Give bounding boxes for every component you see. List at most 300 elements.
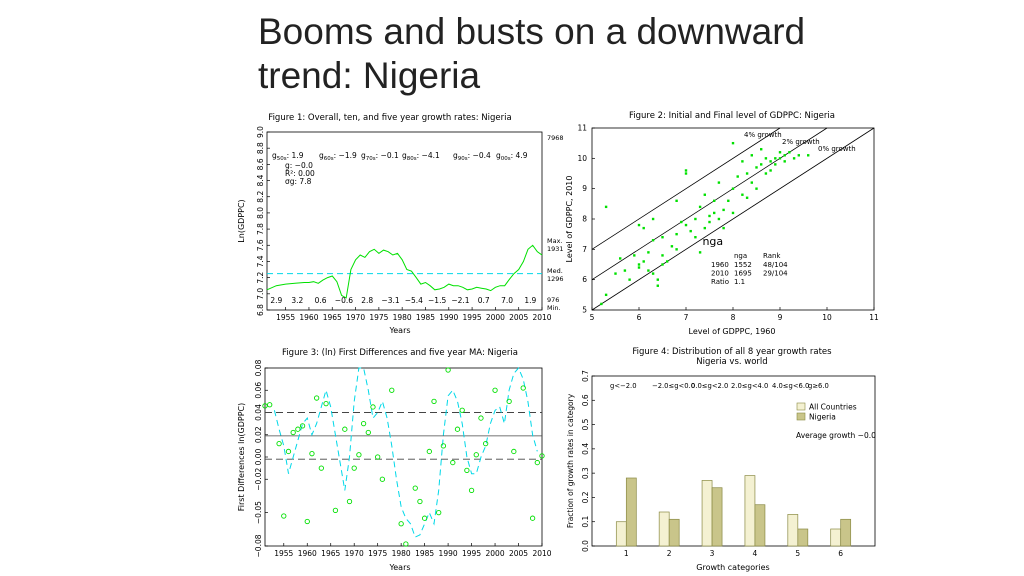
fig3-data-point <box>357 453 361 457</box>
fig4-x-tick-label: 3 <box>709 549 715 558</box>
fig2-country-point <box>657 285 659 287</box>
fig1-decade-rate-symbol: g <box>496 151 501 160</box>
fig4-x-tick-label: 6 <box>838 549 844 558</box>
fig3-data-point <box>300 424 304 428</box>
fig4-y-tick-label: 0.6 <box>581 394 590 407</box>
fig3-x-tick-label: 1980 <box>391 549 411 558</box>
fig4-category-label: g<−2.0 <box>610 382 637 390</box>
fig1-y-tick-label: 7.6 <box>256 239 265 252</box>
fig1-decade-rate-symbol: g <box>361 151 366 160</box>
fig2-country-point <box>746 172 748 174</box>
fig2-country-point <box>694 218 696 220</box>
fig2-growth-line-label: 0% growth <box>818 145 856 153</box>
fig2-country-point <box>605 294 607 296</box>
fig2-country-point <box>765 157 767 159</box>
fig2-country-point <box>727 200 729 202</box>
fig3-data-point <box>483 441 487 445</box>
fig1-decade-rate-value: : 1.9 <box>286 151 304 160</box>
fig4-legend <box>797 403 857 422</box>
fig4-category-label: g≥6.0 <box>808 382 829 390</box>
fig2-title: Figure 2: Initial and Final level of GDPPC: Nigeria <box>629 111 835 121</box>
fig3-y-tick-label: 0.02 <box>254 426 263 444</box>
fig2-country-point <box>652 239 654 241</box>
fig1-decade-rate-subscript: 00s <box>500 156 511 162</box>
fig2-country-point <box>779 157 781 159</box>
fig2-country-point <box>732 187 734 189</box>
fig1-x-tick-label: 1990 <box>439 313 459 322</box>
fig2-country-point <box>666 260 668 262</box>
fig1-y-tick-label: 8.4 <box>256 174 265 187</box>
fig2-table-cell: 1.1 <box>734 278 746 286</box>
fig4-y-label: Fraction of growth rates in category <box>566 393 575 529</box>
fig3-y-tick-label: 0.00 <box>254 448 263 466</box>
fig3-x-tick-label: 1960 <box>297 549 317 558</box>
fig4-y-tick-label: 0.1 <box>581 515 590 528</box>
fig2-country-point <box>643 260 645 262</box>
fig2-country-point <box>746 197 748 199</box>
fig1-stat: R²: 0.00 <box>285 169 315 178</box>
fig2-country-point <box>807 154 809 156</box>
fig1-decade-rate-symbol: g <box>272 151 277 160</box>
fig3-data-point <box>333 508 337 512</box>
fig1-decade-rate-value: : 4.9 <box>510 151 528 160</box>
fig3-y-label: First Differences ln(GDPPC) <box>237 402 246 512</box>
fig1-x-tick-label: 1970 <box>346 313 366 322</box>
fig1-five-year-rate: 2.9 <box>270 296 283 305</box>
fig2-y-tick-label: 7 <box>582 244 587 254</box>
fig3-data-point <box>469 488 473 492</box>
fig1-decade-rate-value: : −1.9 <box>333 151 357 160</box>
fig2-country-point <box>600 303 602 305</box>
fig2-country-point <box>713 212 715 214</box>
fig2-country-point <box>680 221 682 223</box>
fig1-x-tick-label: 1960 <box>299 313 319 322</box>
fig4-y-tick-label: 0.2 <box>581 491 590 504</box>
fig4-bar <box>712 488 722 546</box>
fig1-x-tick-label: 1965 <box>322 313 342 322</box>
fig1-decade-rate <box>496 151 528 162</box>
fig3-data-point <box>474 453 478 457</box>
fig1-x-tick-label: 1975 <box>369 313 389 322</box>
fig2-country-point <box>699 251 701 253</box>
fig1-y-tick-label: 8.2 <box>256 190 265 203</box>
fig1-decade-rate <box>402 151 440 162</box>
fig1-min-label: Min. <box>547 304 561 312</box>
fig2-growth-line <box>592 128 780 249</box>
fig4-bar <box>745 476 755 546</box>
fig2-growth-line-label: 2% growth <box>782 138 820 146</box>
fig2-y-tick-label: 5 <box>582 305 587 315</box>
legend-label-nigeria: Nigeria <box>809 412 836 422</box>
fig4-title: Figure 4: Distribution of all 8 year growth rates <box>632 347 832 357</box>
fig2-highlight-label: nga <box>702 234 724 248</box>
fig2-y-tick-label: 8 <box>582 214 587 224</box>
fig3-data-point <box>493 388 497 392</box>
fig3-data-point <box>305 519 309 523</box>
fig1-y-tick-label: 7.8 <box>256 223 265 236</box>
fig1-x-tick-label: 2005 <box>509 313 529 322</box>
fig3-data-point <box>375 455 379 459</box>
figure-2-initial-final-scatter <box>560 106 890 340</box>
fig2-country-point <box>624 269 626 271</box>
fig2-country-point <box>638 266 640 268</box>
fig3-x-tick-label: 2005 <box>508 549 529 558</box>
fig4-y-tick-label: 0.4 <box>581 442 590 455</box>
fig2-growth-line-label: 4% growth <box>744 131 782 139</box>
fig2-country-point <box>769 160 771 162</box>
fig2-country-point <box>699 206 701 208</box>
fig3-y-tick-label: −0.05 <box>254 501 263 525</box>
fig2-country-point <box>605 206 607 208</box>
fig2-country-point <box>722 227 724 229</box>
fig1-median-value: 1296 <box>547 275 564 283</box>
fig3-data-point <box>427 449 431 453</box>
fig3-data-point <box>460 408 464 412</box>
fig1-decade-rate-symbol: g <box>453 151 458 160</box>
fig1-x-tick-label: 2000 <box>485 313 505 322</box>
fig4-bar <box>616 522 626 546</box>
fig2-x-tick-label: 8 <box>730 313 736 322</box>
fig2-country-point <box>652 272 654 274</box>
figure-3-first-differences-chart <box>235 342 565 576</box>
fig3-data-point <box>380 477 384 481</box>
fig2-country-point <box>671 245 673 247</box>
fig2-country-point <box>647 269 649 271</box>
fig4-category-label: −2.0≤g<0.0 <box>652 382 696 390</box>
fig2-country-point <box>751 181 753 183</box>
fig3-data-point <box>291 430 295 434</box>
fig1-five-year-rate: −2.1 <box>451 296 470 305</box>
fig3-data-point <box>418 499 422 503</box>
figure-1-log-gdppc-chart <box>235 106 565 340</box>
fig1-decade-rate <box>319 151 357 162</box>
fig1-max-value: 1931 <box>547 245 564 253</box>
fig1-max-label: Max. <box>547 237 563 245</box>
fig1-five-year-rate: 0.6 <box>314 296 327 305</box>
fig2-country-point <box>638 224 640 226</box>
fig1-decade-rate-value: : −0.1 <box>375 151 399 160</box>
fig2-country-point <box>690 230 692 232</box>
fig2-table-header: Rank <box>763 252 781 260</box>
fig3-x-tick-label: 1990 <box>438 549 458 558</box>
fig2-country-point <box>741 160 743 162</box>
fig1-decade-rate-value: : −0.4 <box>467 151 491 160</box>
fig1-five-year-rate: 2.8 <box>361 296 374 305</box>
fig2-country-point <box>751 154 753 156</box>
fig3-x-tick-label: 2000 <box>485 549 505 558</box>
fig1-five-year-rate: −3.1 <box>381 296 400 305</box>
slide-title-line-1: Booms and busts on a downward <box>258 11 806 52</box>
fig3-data-point <box>432 399 436 403</box>
fig1-five-year-rate: 0.7 <box>477 296 490 305</box>
fig4-bar <box>702 480 712 546</box>
fig4-bar <box>798 529 808 546</box>
fig1-decade-rate <box>453 151 491 162</box>
fig3-x-tick-label: 1985 <box>415 549 435 558</box>
fig2-country-point <box>675 200 677 202</box>
fig3-x-label: Years <box>389 563 411 572</box>
fig1-x-tick-label: 1980 <box>392 313 412 322</box>
fig2-country-point <box>633 254 635 256</box>
fig1-title: Figure 1: Overall, ten, and five year growth rates: Nigeria <box>268 113 512 123</box>
fig2-country-point <box>760 163 762 165</box>
fig2-country-point <box>708 221 710 223</box>
fig2-y-tick-label: 10 <box>577 153 587 163</box>
fig2-table-cell: 2010 <box>711 269 729 278</box>
fig3-data-point <box>366 430 370 434</box>
fig1-y-tick-label: 8.6 <box>256 158 265 171</box>
fig3-data-point <box>324 401 328 405</box>
fig3-data-point <box>446 368 450 372</box>
fig4-category-label: 2.0≤g<4.0 <box>731 382 769 390</box>
fig2-country-point <box>675 233 677 235</box>
fig1-top-value: 7968 <box>547 134 564 142</box>
fig3-y-tick-label: −0.08 <box>254 534 263 558</box>
fig3-data-point <box>343 427 347 431</box>
fig1-decade-rate-subscript: 80s <box>406 156 417 162</box>
fig2-country-point <box>718 218 720 220</box>
fig4-average-growth: Average growth −0.0 <box>796 431 876 440</box>
fig2-x-tick-label: 9 <box>777 313 783 322</box>
fig3-y-tick-label: 0.04 <box>254 404 263 421</box>
fig3-data-point <box>286 449 290 453</box>
fig3-data-point <box>479 416 483 420</box>
fig1-five-year-rate: −5.4 <box>404 296 423 305</box>
fig4-y-tick-label: 0.0 <box>581 540 590 552</box>
fig1-x-tick-label: 1955 <box>276 313 296 322</box>
fig2-country-point <box>661 254 663 256</box>
fig4-x-tick-label: 2 <box>666 549 672 558</box>
fig2-table-cell: 1552 <box>734 261 752 269</box>
fig3-data-point <box>441 444 445 448</box>
legend-swatch-all-countries <box>797 403 805 410</box>
fig1-x-tick-label: 1985 <box>415 313 436 322</box>
fig2-y-label: Level of GDPPC, 2010 <box>565 175 574 263</box>
fig4-y-tick-label: 0.3 <box>581 467 590 480</box>
fig3-data-point <box>314 396 318 400</box>
fig4-bar <box>831 529 841 546</box>
fig2-country-point <box>652 218 654 220</box>
fig1-x-tick-label: 1995 <box>462 313 482 322</box>
fig3-y-tick-label: 0.06 <box>254 381 263 399</box>
fig1-decade-rate-subscript: 60s <box>323 156 334 162</box>
fig3-data-point <box>296 427 300 431</box>
fig2-country-point <box>755 187 757 189</box>
fig2-country-point <box>784 154 786 156</box>
fig2-country-point <box>685 172 687 174</box>
fig1-decade-rate-value: : −4.1 <box>416 151 440 160</box>
fig2-y-tick-label: 6 <box>582 275 587 285</box>
fig2-country-point <box>755 166 757 168</box>
fig2-country-point <box>732 212 734 214</box>
fig2-x-tick-label: 5 <box>589 313 595 322</box>
fig2-country-point <box>732 142 734 144</box>
fig2-country-point <box>685 224 687 226</box>
fig2-country-point <box>661 236 663 238</box>
fig1-y-tick-label: 7.0 <box>256 287 265 300</box>
fig2-table-header: nga <box>734 252 748 260</box>
fig3-data-point <box>455 427 459 431</box>
fig3-x-tick-label: 1975 <box>368 549 388 558</box>
fig3-data-point <box>507 399 511 403</box>
fig2-country-point <box>657 278 659 280</box>
fig2-country-point <box>704 227 706 229</box>
fig3-data-point <box>361 421 365 425</box>
fig1-y-tick-label: 9.0 <box>256 126 265 138</box>
fig1-decade-rate-subscript: 70s <box>365 156 376 162</box>
fig4-bar <box>626 478 636 546</box>
fig3-y-tick-label: 0.08 <box>254 359 263 377</box>
fig3-data-point <box>437 510 441 514</box>
fig2-country-point <box>798 154 800 156</box>
fig3-data-point <box>451 460 455 464</box>
fig2-country-point <box>708 215 710 217</box>
fig1-gdppc-line <box>267 245 542 298</box>
fig2-country-point <box>647 251 649 253</box>
fig4-bar <box>659 512 669 546</box>
fig1-decade-rate-symbol: g <box>402 151 407 160</box>
fig4-bar <box>841 519 851 546</box>
fig4-x-tick-label: 4 <box>752 549 758 558</box>
fig3-x-tick-label: 1995 <box>462 549 482 558</box>
fig3-data-point <box>319 466 323 470</box>
fig3-data-point <box>282 514 286 518</box>
fig3-data-point <box>530 516 534 520</box>
fig1-five-year-rate: 3.2 <box>291 296 304 305</box>
fig1-stat: g: −0.0 <box>285 161 313 170</box>
fig2-growth-line <box>592 128 827 280</box>
fig2-growth-line <box>592 128 874 310</box>
fig1-decade-rate-symbol: g <box>319 151 324 160</box>
fig3-data-point <box>277 441 281 445</box>
fig1-decade-rate-subscript: 50s <box>276 156 287 162</box>
fig2-x-label: Level of GDPPC, 1960 <box>688 327 776 336</box>
fig3-data-point <box>267 403 271 407</box>
fig2-country-point <box>694 236 696 238</box>
fig2-x-tick-label: 6 <box>636 313 642 322</box>
fig3-data-point <box>465 468 469 472</box>
fig2-country-point <box>741 194 743 196</box>
fig2-country-point <box>722 209 724 211</box>
fig3-title: Figure 3: (ln) First Differences and five year MA: Nigeria <box>282 348 518 358</box>
legend-swatch-nigeria <box>797 413 805 420</box>
fig4-y-tick-label: 0.5 <box>581 418 590 431</box>
slide-title-line-2: trend: Nigeria <box>258 55 481 96</box>
fig2-country-point <box>769 169 771 171</box>
fig2-country-point <box>774 157 776 159</box>
fig3-x-tick-label: 1955 <box>274 549 294 558</box>
fig1-median-label: Med. <box>547 267 563 275</box>
fig2-table-cell: 1960 <box>711 261 729 269</box>
fig1-y-tick-label: 7.4 <box>256 255 265 268</box>
fig1-five-year-rate: 1.9 <box>524 296 537 305</box>
fig3-data-point <box>390 388 394 392</box>
fig2-country-point <box>614 272 616 274</box>
figure-4-growth-distribution-bars <box>565 342 895 576</box>
fig2-country-point <box>619 257 621 259</box>
fig2-y-tick-label: 11 <box>577 123 587 133</box>
fig2-x-tick-label: 11 <box>869 313 879 322</box>
fig2-y-tick-label: 9 <box>582 184 587 194</box>
fig2-table-cell: 1695 <box>734 269 752 278</box>
fig3-data-point <box>371 405 375 409</box>
fig4-bar <box>755 505 765 546</box>
fig4-bar <box>788 514 798 546</box>
fig1-min-value: 976 <box>547 296 560 304</box>
fig1-five-year-rate: 7.0 <box>501 296 514 305</box>
fig2-country-point <box>774 163 776 165</box>
fig3-data-point <box>422 516 426 520</box>
slide-title <box>258 10 998 98</box>
fig2-country-point <box>713 200 715 202</box>
fig1-five-year-rate: −0.6 <box>334 296 354 305</box>
fig1-y-tick-label: 8.0 <box>256 206 265 219</box>
fig4-y-tick-label: 0.7 <box>581 370 590 382</box>
fig2-country-point <box>685 169 687 171</box>
fig3-x-tick-label: 1965 <box>321 549 341 558</box>
fig2-country-point <box>793 157 795 159</box>
fig4-category-label: 4.0≤g<6.0 <box>772 382 810 390</box>
fig1-decade-rate-subscript: 90s <box>457 156 468 162</box>
fig2-country-point <box>760 148 762 150</box>
fig4-x-tick-label: 5 <box>795 549 801 558</box>
fig3-data-point <box>347 499 351 503</box>
fig2-country-point <box>737 175 739 177</box>
fig2-country-point <box>788 151 790 153</box>
fig2-country-point <box>765 172 767 174</box>
fig4-x-label: Growth categories <box>696 563 770 572</box>
fig2-x-tick-label: 7 <box>683 313 689 322</box>
fig3-data-point <box>413 486 417 490</box>
fig4-x-tick-label: 1 <box>623 549 629 558</box>
fig3-data-point <box>310 451 314 455</box>
fig2-country-point <box>628 278 630 280</box>
fig2-country-point <box>643 227 645 229</box>
fig3-data-point <box>399 522 403 526</box>
fig2-country-point <box>784 160 786 162</box>
fig1-five-year-rate: −1.5 <box>428 296 447 305</box>
fig1-y-tick-label: 7.2 <box>256 271 265 284</box>
fig3-data-point <box>404 542 408 546</box>
fig3-data-point <box>521 386 525 390</box>
fig3-data-point <box>512 449 516 453</box>
fig2-country-point <box>638 263 640 265</box>
fig1-decade-rate <box>361 151 399 162</box>
fig2-table-cell: 48/104 <box>763 261 788 269</box>
fig2-country-point <box>718 181 720 183</box>
fig2-country-point <box>661 263 663 265</box>
fig2-country-point <box>675 248 677 250</box>
fig3-data-point <box>352 466 356 470</box>
fig2-x-tick-label: 10 <box>822 313 832 322</box>
fig1-stat: σg: 7.8 <box>285 177 312 186</box>
fig1-x-label: Years <box>389 326 411 335</box>
fig4-bar <box>669 519 679 546</box>
fig4-subtitle: Nigeria vs. world <box>696 357 768 367</box>
fig3-x-tick-label: 2010 <box>532 549 552 558</box>
fig4-category-label: 0.0≤g<2.0 <box>691 382 729 390</box>
fig1-y-tick-label: 8.8 <box>256 142 265 155</box>
fig3-data-point <box>535 460 539 464</box>
fig3-x-tick-label: 1970 <box>344 549 364 558</box>
fig2-table-cell: Ratio <box>711 278 729 286</box>
fig2-table-cell: 29/104 <box>763 269 788 278</box>
fig2-country-point <box>704 194 706 196</box>
fig2-country-point <box>779 151 781 153</box>
fig1-y-label: Ln(GDPPC) <box>237 199 246 243</box>
legend-label-all-countries: All Countries <box>809 402 857 412</box>
fig1-y-tick-label: 6.8 <box>256 304 265 316</box>
